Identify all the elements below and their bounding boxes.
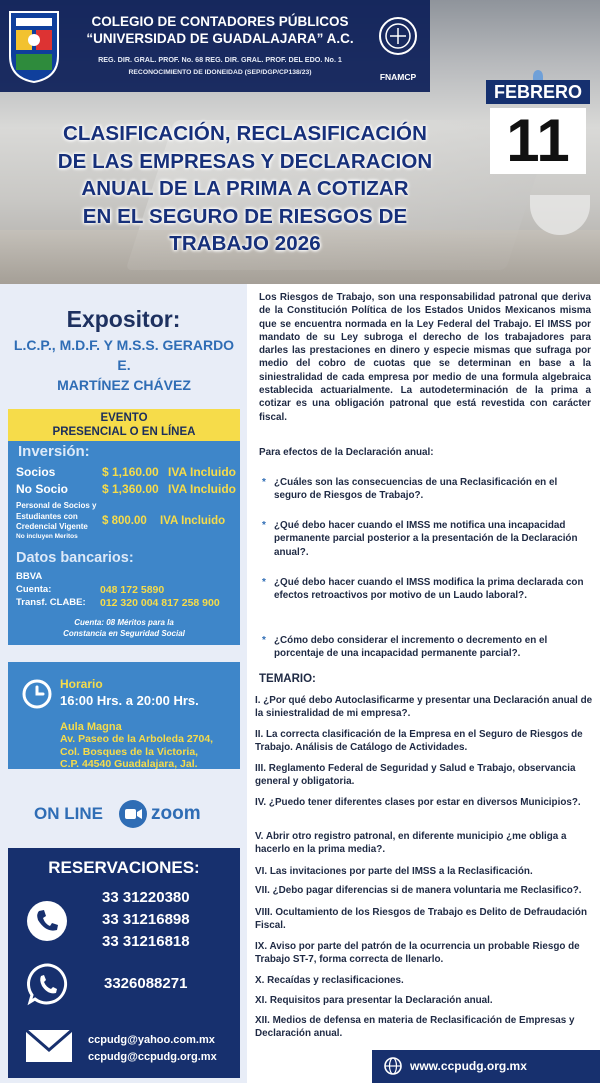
email-link[interactable]: ccpudg@ccpudg.org.mx — [88, 1051, 217, 1063]
syllabus-text: Las invitaciones por parte del IMSS a la Reclasificación. — [269, 866, 533, 877]
event-title — [10, 120, 480, 258]
venue-name: Aula Magna — [60, 721, 122, 733]
question-item — [262, 634, 588, 661]
recognition-text: RECONOCIMIENTO DE IDONEIDAD (SEP/DGP/CP138/23) — [128, 69, 312, 76]
background-cup-image — [530, 195, 590, 235]
phone-number[interactable]: 33 31220380 — [102, 889, 190, 906]
question-text: ¿Qué debo hacer cuando el IMSS modifica la prima declarada con efectos retroactivos por motivo de un Laudo laboral?. — [274, 577, 584, 602]
college-logo — [6, 8, 62, 84]
syllabus-item — [255, 694, 593, 721]
syllabus-title: TEMARIO: — [259, 673, 316, 685]
question-item — [262, 476, 588, 503]
venue-address-line: C.P. 44540 Guadalajara, Jal. — [60, 758, 198, 770]
syllabus-number: XII. — [255, 1015, 270, 1026]
bank-name — [16, 571, 42, 582]
mail-icon — [24, 1026, 74, 1066]
schedule-panel — [8, 662, 240, 769]
syllabus-text: Reglamento Federal de Seguridad y Salud e Trabajo, observancia general y obligatoria. — [255, 763, 576, 788]
price-label: No Socio — [16, 482, 69, 496]
syllabus-item — [255, 796, 593, 809]
syllabus-number: IX. — [255, 941, 268, 952]
merits-note — [8, 617, 240, 639]
zoom-label: zoom — [151, 803, 201, 824]
syllabus-number: IV. — [255, 797, 267, 808]
syllabus-item — [255, 884, 593, 897]
syllabus-item — [255, 830, 593, 857]
phone-icon — [26, 900, 68, 942]
syllabus-number: V. — [255, 831, 264, 842]
zoom-icon — [119, 800, 147, 828]
syllabus-number: II. — [255, 729, 264, 740]
asterisk-icon: * — [262, 520, 266, 531]
phone-number[interactable]: 33 31216818 — [102, 933, 190, 950]
whatsapp-number[interactable]: 3326088271 — [104, 975, 188, 992]
globe-icon — [384, 1057, 402, 1075]
syllabus-text: Abrir otro registro patronal, en diferente municipio ¿me obliga a hacerlo en la prima media?. — [255, 831, 567, 856]
syllabus-text: Ocultamiento de los Riesgos de Trabajo es Delito de Defraudación Fiscal. — [255, 907, 587, 932]
syllabus-text: ¿Por qué debo Autoclasificarme y presentar una Declaración anual de la siniestralidad de mi empresa?. — [255, 695, 593, 720]
expositor-name — [6, 335, 242, 395]
question-text: ¿Cuáles son las consecuencias de una Reclasificación en el seguro de Riesgos de Trabajo?. — [274, 477, 558, 502]
student-price-note: No incluyen Meritos — [16, 533, 78, 540]
merits-note-line: Constancia en Seguridad Social — [63, 629, 185, 638]
syllabus-text: La correcta clasificación de la Empresa en el Seguro de Riesgos de Trabajo. Análisis de Catálogo de Actividades. — [255, 729, 583, 754]
syllabus-number: X. — [255, 975, 265, 986]
event-title-line: EN EL SEGURO DE RIESGOS DE — [82, 204, 408, 228]
merits-note-line: Cuenta: 08 Méritos para la — [74, 618, 174, 627]
asterisk-icon: * — [262, 635, 266, 646]
syllabus-text: Medios de defensa en materia de Reclasificación de Empresas y Declaración anual. — [255, 1015, 575, 1040]
price-tax-note: IVA Incluido — [168, 465, 236, 479]
effects-label: Para efectos de la Declaración anual: — [259, 447, 434, 458]
venue-address-line: Col. Bosques de la Victoria, — [60, 745, 199, 758]
student-price-label: Personal de Socios y Estudiantes con Credencial Vigente — [16, 501, 97, 531]
intro-paragraph: Los Riesgos de Trabajo, son una responsabilidad patronal que deriva de la Constitución Política de los Estados Unidos Mexicanos misma que se encuentra normada en la Ley Federal del Trabajo. El IMSS por mandato de su Ley subroga el derecho de los trabajadores para darles las prestaciones en dinero y especie mismas que sufraga por medio del cobro de cuotas que se determinan en base a la siniestralidad de cada empresa por medio de una formula algebraica establecida actuarialmente. La autodeterminación de la prima a cotizar es una obligación patronal que está revestida con carácter fiscal. — [259, 292, 591, 423]
price-amount: $ 1,360.00 — [102, 482, 159, 496]
student-price-tax-note: IVA Incluido — [160, 515, 226, 527]
college-header-bar — [0, 0, 430, 92]
asterisk-icon: * — [262, 577, 266, 588]
syllabus-item — [255, 728, 593, 755]
syllabus-item — [255, 865, 593, 878]
phone-number[interactable]: 33 31216898 — [102, 911, 190, 928]
bank-clabe-row — [16, 597, 220, 609]
price-row-non-members — [16, 482, 238, 496]
bank-name-text: BBVA — [16, 571, 43, 582]
syllabus-text: ¿Puedo tener diferentes clases por estar en diversos Municipios?. — [268, 797, 581, 808]
syllabus-number: VIII. — [255, 907, 273, 918]
price-tax-note: IVA Incluido — [168, 482, 236, 496]
question-text: ¿Cómo debo considerar el incremento o decremento en el porcentaje de una incapacidad permanente parcial?. — [274, 635, 548, 660]
event-title-line: TRABAJO 2026 — [169, 232, 321, 255]
syllabus-number: VI. — [255, 866, 268, 877]
price-label: Socios — [16, 465, 56, 479]
event-title-line: CLASIFICACIÓN, RECLASIFICACIÓN — [62, 122, 428, 145]
expositor-label: Expositor: — [66, 306, 181, 332]
bank-account-value: 048 172 5890 — [100, 584, 165, 596]
syllabus-number: XI. — [255, 995, 268, 1006]
college-name-line1: COLEGIO DE CONTADORES PÚBLICOS — [91, 14, 349, 29]
syllabus-text: Requisitos para presentar la Declaración anual. — [269, 995, 493, 1006]
schedule-label: Horario — [60, 677, 103, 691]
syllabus-item — [255, 1014, 593, 1041]
whatsapp-icon — [26, 962, 70, 1006]
fnamcp-label: FNAMCP — [379, 72, 417, 82]
event-mode-line: EVENTO — [100, 412, 148, 424]
event-title-line: DE LAS EMPRESAS Y DECLARACION — [57, 149, 433, 173]
header-banner — [0, 0, 600, 284]
syllabus-number: III. — [255, 763, 266, 774]
bank-details-title: Datos bancarios: — [16, 550, 134, 566]
price-row-members — [16, 465, 238, 479]
reservations-panel — [8, 848, 240, 1078]
schedule-time: 16:00 Hrs. a 20:00 Hrs. — [60, 693, 199, 708]
event-mode-banner — [8, 409, 240, 441]
syllabus-item — [255, 974, 593, 987]
online-label: ON LINE — [34, 804, 103, 823]
question-text: ¿Qué debo hacer cuando el IMSS me notifica una incapacidad permanente parcial posterior a la presentación de la Declaración anual?. — [274, 520, 578, 558]
syllabus-item — [255, 994, 593, 1007]
syllabus-item — [255, 940, 593, 967]
reservations-title: RESERVACIONES: — [48, 858, 200, 877]
event-mode-line: PRESENCIAL O EN LÍNEA — [52, 426, 196, 438]
bank-account-label: Cuenta: — [16, 584, 52, 595]
pricing-panel — [8, 409, 240, 645]
email-link[interactable]: ccpudg@yahoo.com.mx — [88, 1034, 215, 1046]
expositor-name-line: L.C.P., M.D.F. Y M.S.S. GERARDO E. — [13, 337, 235, 373]
bank-clabe-value: 012 320 004 817 258 900 — [100, 597, 220, 609]
event-title-line: ANUAL DE LA PRIMA A COTIZAR — [81, 177, 409, 200]
inversion-title: Inversión: — [18, 443, 90, 460]
event-day: 11 — [490, 108, 586, 174]
syllabus-text: Recaídas y reclasificaciones. — [267, 975, 404, 986]
website-bar[interactable] — [372, 1050, 600, 1083]
event-date — [486, 68, 590, 174]
student-price-amount: $ 800.00 — [102, 515, 147, 527]
expositor-name-line: MARTÍNEZ CHÁVEZ — [57, 377, 191, 393]
bank-account-row — [16, 584, 165, 596]
fnamcp-logo — [378, 16, 418, 56]
venue-address-line: Av. Paseo de la Arboleda 2704, — [60, 733, 214, 745]
price-amount: $ 1,160.00 — [102, 465, 159, 479]
bank-clabe-label: Transf. CLABE: — [16, 597, 86, 608]
syllabus-text: ¿Debo pagar diferencias si de manera voluntaria me Reclasifico?. — [272, 885, 582, 896]
asterisk-icon: * — [262, 477, 266, 488]
question-item — [262, 519, 588, 559]
syllabus-item — [255, 906, 593, 933]
website-link[interactable]: www.ccpudg.org.mx — [410, 1059, 527, 1073]
syllabus-item — [255, 762, 593, 789]
syllabus-number: VII. — [255, 885, 270, 896]
syllabus-number: I. — [255, 695, 261, 706]
clock-icon — [22, 679, 52, 709]
registration-text: REG. DIR. GRAL. PROF. No. 68 REG. DIR. GRAL. PROF. DEL EDO. No. 1 — [98, 55, 342, 64]
question-item — [262, 576, 588, 603]
event-month: FEBRERO — [486, 80, 590, 104]
college-name-line2: “UNIVERSIDAD DE GUADALAJARA” A.C. — [86, 31, 354, 46]
syllabus-text: Aviso por parte del patrón de la ocurrencia un probable Riesgo de Trabajo ST-7, forma correcta de llenarlo. — [255, 941, 580, 966]
venue-address — [60, 733, 240, 771]
